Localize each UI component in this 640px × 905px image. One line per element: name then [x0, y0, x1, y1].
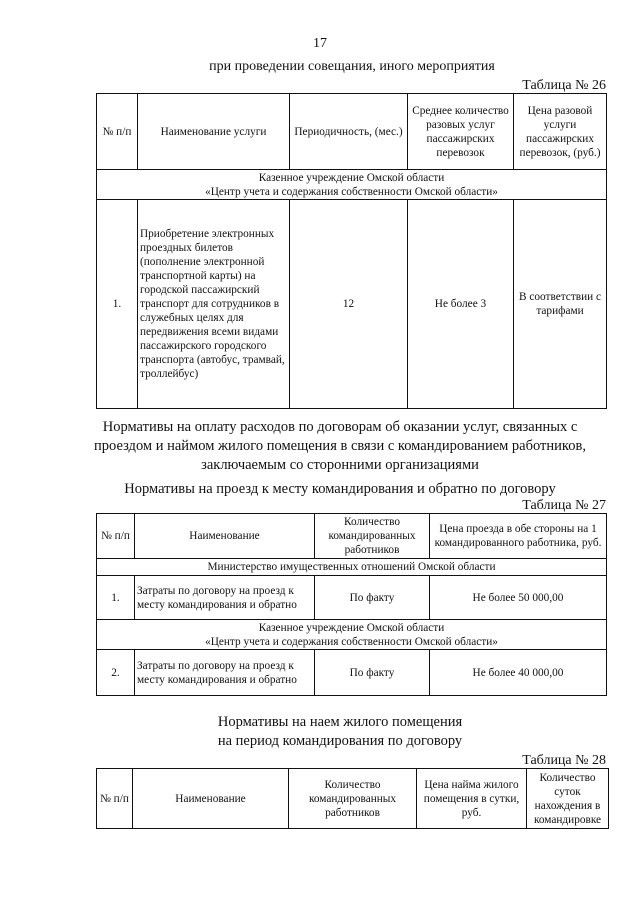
table-26-label: Таблица № 26	[522, 78, 606, 93]
org-line: «Центр учета и содержания собственности Омской области»	[205, 635, 498, 648]
service-count: Не более 3	[408, 200, 514, 409]
expense-name: Затраты по договору на проезд к месту командирования и обратно	[135, 576, 315, 620]
header-cell: Количество командированных работников	[289, 769, 417, 829]
table-28-label: Таблица № 28	[522, 753, 606, 768]
org-row	[97, 170, 607, 200]
table-header-row	[97, 94, 607, 170]
header-cell: Цена разовой услуги пассажирских перевозок, (руб.)	[514, 94, 607, 170]
header-cell: Наименование	[135, 514, 315, 559]
service-name: Приобретение электронных проездных билетов (пополнение электронной транспортной карты) на городской пассажирский транспорт для сотрудников в служебных целях для передвижения всеми видами пассажирского городского транспорта (автобус, трамвай, троллейбус)	[138, 200, 290, 409]
subheading-housing-line-2: на период командирования по договору	[217, 733, 463, 749]
header-cell: Количество командированных работников	[315, 514, 430, 559]
travel-price: Не более 40 000,00	[430, 650, 607, 696]
header-cell: № п/п	[97, 769, 133, 829]
org-name: Министерство имущественных отношений Омской области	[97, 559, 607, 576]
table-27	[96, 513, 607, 696]
header-cell: Периодичность, (мес.)	[290, 94, 408, 170]
header-cell: Цена найма жилого помещения в сутки, руб.	[417, 769, 527, 829]
header-cell: Наименование услуги	[138, 94, 290, 170]
header-cell: № п/п	[97, 94, 138, 170]
employee-count: По факту	[315, 576, 430, 620]
table-header-row	[97, 514, 607, 559]
subheading-travel: Нормативы на проезд к месту командирования и обратно по договору	[124, 481, 556, 497]
table-row	[97, 650, 607, 696]
org-row	[97, 620, 607, 650]
intro-line: при проведении совещания, иного мероприятия	[209, 59, 495, 74]
table-row	[97, 200, 607, 409]
periodicity: 12	[290, 200, 408, 409]
travel-price: Не более 50 000,00	[430, 576, 607, 620]
table-28	[96, 768, 609, 829]
org-name	[97, 620, 607, 650]
table-header-row	[97, 769, 609, 829]
page-number: 17	[313, 36, 327, 51]
header-cell: Наименование	[133, 769, 289, 829]
table-row	[97, 576, 607, 620]
header-cell: № п/п	[97, 514, 135, 559]
row-number: 1.	[97, 200, 138, 409]
row-number: 1.	[97, 576, 135, 620]
table-27-label: Таблица № 27	[522, 498, 606, 513]
header-cell: Количество суток нахождения в командировке	[527, 769, 609, 829]
service-price: В соответствии с тарифами	[514, 200, 607, 409]
org-line: Казенное учреждение Омской области	[258, 171, 445, 184]
org-line: Казенное учреждение Омской области	[258, 621, 445, 634]
expense-name: Затраты по договору на проезд к месту командирования и обратно	[135, 650, 315, 696]
org-line: «Центр учета и содержания собственности Омской области»	[205, 185, 498, 198]
employee-count: По факту	[315, 650, 430, 696]
section-heading: Нормативы на оплату расходов по договорам об оказании услуг, связанных с проездом и наймом жилого помещения в связи с командированием работников, заключаемым со сторонними организациями	[94, 419, 586, 473]
table-26	[96, 93, 607, 409]
header-cell: Цена проезда в обе стороны на 1 командированного работника, руб.	[430, 514, 607, 559]
subheading-housing-line-1: Нормативы на наем жилого помещения	[217, 714, 463, 730]
org-name	[97, 170, 607, 200]
row-number: 2.	[97, 650, 135, 696]
header-cell: Среднее количество разовых услуг пассажирских перевозок	[408, 94, 514, 170]
org-row	[97, 559, 607, 576]
